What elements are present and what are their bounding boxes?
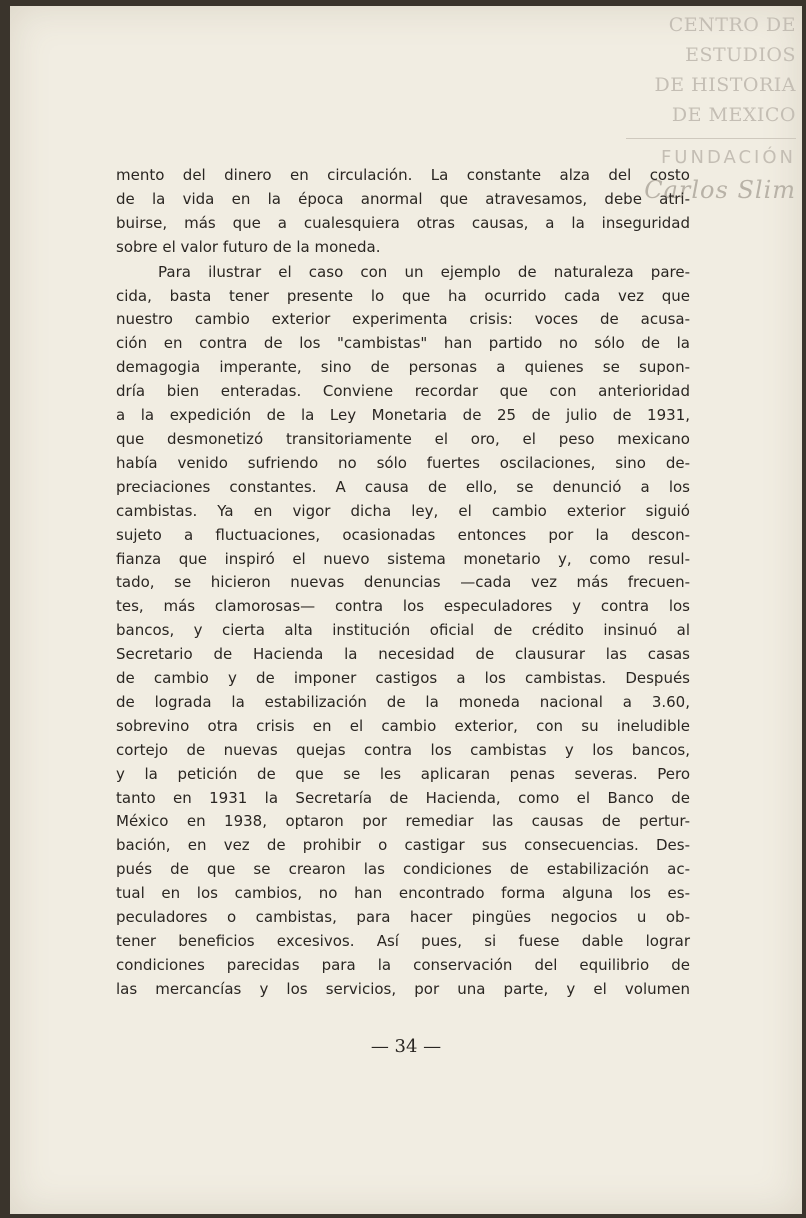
text-line: tes, más clamorosas— contra los especuladores y contra los: [116, 597, 690, 616]
text-line: fianza que inspiró el nuevo sistema monetario y, como resul-: [116, 549, 690, 568]
text-line: tanto en 1931 la Secretaría de Hacienda, como el Banco de: [116, 788, 690, 807]
watermark-line: DE HISTORIA: [654, 74, 796, 96]
text-line: condiciones parecidas para la conservación del equilibrio de: [116, 955, 690, 974]
text-line: de la vida en la época anormal que atravesamos, debe atri-: [116, 189, 690, 208]
text-line: buirse, más que a cualesquiera otras causas, a la inseguridad: [116, 213, 690, 232]
text-line: bación, en vez de prohibir o castigar sus consecuencias. Des-: [116, 836, 690, 855]
text-line: preciaciones constantes. A causa de ello, se denunció a los: [116, 477, 690, 496]
watermark-line: DE MEXICO: [671, 104, 796, 126]
text-line: sujeto a fluctuaciones, ocasionadas entonces por la descon-: [116, 525, 690, 544]
text-line: las mercancías y los servicios, por una parte, y el volumen: [116, 979, 690, 998]
watermark-line: CENTRO DE: [668, 14, 796, 36]
text-line: había venido sufriendo no sólo fuertes oscilaciones, sino de-: [116, 453, 690, 472]
text-line: ción en contra de los "cambistas" han partido no sólo de la: [116, 334, 690, 353]
document-page: [10, 6, 802, 1214]
text-line: a la expedición de la Ley Monetaria de 25 de julio de 1931,: [116, 406, 690, 425]
text-line: tual en los cambios, no han encontrado forma alguna los es-: [116, 884, 690, 903]
text-line: cortejo de nuevas quejas contra los cambistas y los bancos,: [116, 740, 690, 759]
text-line: y la petición de que se les aplicaran penas severas. Pero: [116, 764, 690, 783]
text-line: mento del dinero en circulación. La constante alza del costo: [116, 166, 690, 184]
watermark-signature: Carlos Slim: [644, 176, 796, 204]
body-text: [116, 164, 690, 1002]
text-line: México en 1938, optaron por remediar las causas de pertur-: [116, 812, 690, 831]
text-line: Secretario de Hacienda la necesidad de clausurar las casas: [116, 645, 690, 664]
text-line: tener beneficios excesivos. Así pues, si fuese dable lograr: [116, 932, 690, 950]
paragraph: [116, 261, 690, 1002]
paragraph: [116, 164, 690, 260]
text-line: que desmonetizó transitoriamente el oro, el peso mexicano: [116, 429, 690, 448]
text-line: cambistas. Ya en vigor dicha ley, el cambio exterior siguió: [116, 501, 690, 520]
page-number: — 34 —: [370, 1036, 442, 1057]
text-line: sobre el valor futuro de la moneda.: [116, 237, 381, 256]
text-line: dría bien enteradas. Conviene recordar que con anterioridad: [116, 382, 690, 401]
text-line: cida, basta tener presente lo que ha ocurrido cada vez que: [116, 286, 690, 305]
watermark-line: ESTUDIOS: [685, 44, 796, 66]
text-line: de cambio y de imponer castigos a los cambistas. Después: [116, 669, 690, 688]
text-line: Para ilustrar el caso con un ejemplo de naturaleza pare-: [158, 262, 690, 281]
watermark-foundation: FUNDACIÓN: [626, 138, 796, 173]
text-line: peculadores o cambistas, para hacer pingües negocios u ob-: [116, 908, 690, 927]
text-line: tado, se hicieron nuevas denuncias —cada vez más frecuen-: [116, 573, 690, 592]
text-line: nuestro cambio exterior experimenta crisis: voces de acusa-: [116, 310, 690, 329]
text-line: demagogia imperante, sino de personas a quienes se supon-: [116, 358, 690, 377]
text-line: bancos, y cierta alta institución oficial de crédito insinuó al: [116, 621, 690, 640]
text-line: sobrevino otra crisis en el cambio exterior, con su ineludible: [116, 716, 690, 735]
text-line: de lograda la estabilización de la moneda nacional a 3.60,: [116, 692, 690, 711]
text-line: pués de que se crearon las condiciones de estabilización ac-: [116, 860, 690, 879]
